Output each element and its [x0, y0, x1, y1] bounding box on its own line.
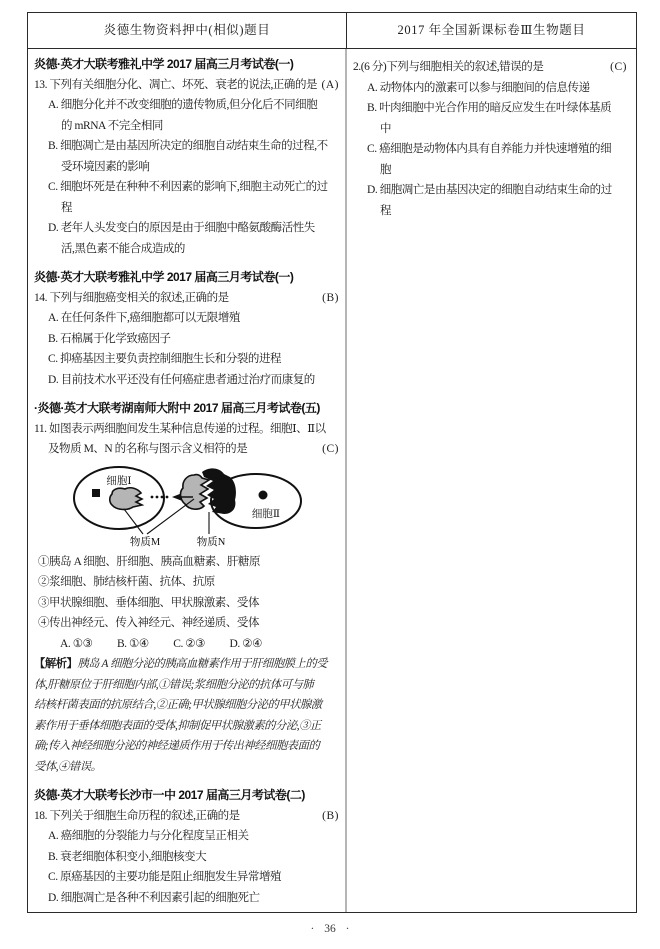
numbered-item-2: ②浆细胞、肺结核杆菌、抗体、抗原 — [38, 576, 215, 588]
table-body — [28, 49, 636, 912]
question-stem — [353, 57, 631, 78]
question-stem-text: 2.(6 分)下列与细胞相关的叙述,错误的是 — [353, 61, 544, 73]
substance-m-label: 物质M — [129, 536, 161, 548]
question-11-block — [34, 398, 343, 777]
question-stem-text: 11. 如图表示两细胞间发生某种信息传递的过程。细胞Ⅰ、Ⅱ以 及物质 M、N 的名称与图示含义相符的是 — [34, 422, 326, 455]
answer-key: (B) — [322, 291, 339, 304]
cell-2-nucleus-dot — [259, 490, 268, 499]
analysis-line — [34, 654, 343, 675]
option-c: C. 原癌基因的主要功能是阻止细胞发生异常增殖 — [48, 871, 282, 883]
choice-b: B. ①④ — [116, 637, 149, 650]
question-2-block — [353, 57, 631, 221]
cell-1-label: 细胞Ⅰ — [106, 475, 132, 487]
option-b: B. 石棉属于化学致癌因子 — [48, 332, 171, 345]
dot — [151, 495, 154, 498]
arrow-head — [172, 493, 181, 500]
question-stem — [34, 419, 343, 460]
option-b: B. 衰老细胞体积变小,细胞核变大 — [48, 850, 207, 863]
option-a: A. 癌细胞的分裂能力与分化程度呈正相关 — [48, 830, 249, 842]
choice-a: A. ①③ — [60, 637, 93, 650]
question-stem-text: 18. 下列关于细胞生命历程的叙述,正确的是 — [34, 809, 240, 822]
question-stem — [34, 288, 343, 309]
numbered-item-1: ①胰岛 A 细胞、肝细胞、胰高血糖素、肝糖原 — [38, 555, 261, 568]
exam-paper-column-header: 2017 年全国新课标卷Ⅲ生物题目 — [397, 23, 586, 38]
option-a: A. 在任何条件下,癌细胞都可以无限增殖 — [48, 312, 240, 324]
answer-key: (C) — [322, 443, 339, 455]
question-18-block — [34, 785, 343, 908]
answer-key: (B) — [322, 809, 339, 822]
option-a: A. 细胞分化并不改变细胞的遗传物质,但分化后不同细胞 的 mRNA 不完全相同 — [48, 99, 318, 132]
substance-m-free-shape — [181, 474, 209, 509]
answer-key: (C) — [610, 61, 627, 73]
cell-2-label: 细胞Ⅱ — [251, 508, 281, 520]
option-b: B. 细胞凋亡是由基因所决定的细胞自动结束生命的过程,不 受环境因素的影响 — [48, 140, 328, 173]
option-d: D. 细胞凋亡是由基因决定的细胞自动结束生命的过 程 — [367, 184, 612, 217]
source-title: 炎德·英才大联考雅礼中学 2017 届高三月考试卷(一) — [34, 270, 294, 284]
analysis-tag: 【解析】 — [34, 658, 78, 670]
analysis-paragraph — [34, 654, 343, 777]
analysis-text-rest: 体,肝糖原位于肝细胞内部,①错误;浆细胞分泌的抗体可与肺 结核杆菌表面的抗原结合,②正确;甲状腺细胞分泌的甲状腺激 素作用于垂体细胞表面的受体,抑制促甲状腺激素的分泌,③正 确;传入神经细胞分泌的神经递质作用于传出神经细胞表面的 受体,④错误。 — [34, 678, 322, 773]
option-d: D. 老年人头发变白的原因是由于细胞中酪氨酸酶活性失 活,黑色素不能合成造成的 — [48, 222, 315, 255]
cell-signaling-figure — [44, 462, 343, 550]
substance-n-receptor-shape — [202, 468, 236, 514]
question-stem-text: 14. 下列与细胞癌变相关的叙述,正确的是 — [34, 291, 229, 304]
source-title: 炎德·英才大联考雅礼中学 2017 届高三月考试卷(一) — [34, 57, 294, 71]
choice-c: C. ②③ — [173, 637, 206, 650]
question-14-block — [34, 267, 343, 390]
answer-key: (A) — [321, 78, 339, 91]
exam-comparison-sheet — [27, 12, 637, 913]
option-c: C. 细胞坏死是在种种不利因素的影响下,细胞主动死亡的过 程 — [48, 181, 328, 214]
dot — [166, 495, 169, 498]
option-d: D. 目前技术水平还没有任何癌症患者通过治疗而康复的 — [48, 373, 315, 386]
choices-row — [60, 634, 262, 655]
dot — [156, 495, 159, 498]
choice-d: D. ②④ — [229, 637, 262, 650]
option-d: D. 细胞凋亡是各种不利因素引起的细胞死亡 — [48, 891, 260, 904]
numbered-item-3: ③甲状腺细胞、垂体细胞、甲状腺激素、受体 — [38, 596, 259, 609]
source-title: 炎德·英才大联考长沙市一中 2017 届高三月考试卷(二) — [34, 788, 305, 802]
question-stem — [34, 75, 343, 96]
question-stem-text: 13. 下列有关细胞分化、凋亡、坏死、衰老的说法,正确的是 — [34, 78, 318, 91]
cell-1-nucleus-dot — [92, 489, 100, 497]
source-title: ·炎德·英才大联考湖南师大附中 2017 届高三月考试卷(五) — [34, 401, 320, 415]
option-b: B. 叶肉细胞中光合作用的暗反应发生在叶绿体基质 中 — [367, 102, 612, 135]
substance-m-inside-shape — [110, 487, 142, 509]
matched-questions-column-header: 炎德生物资料押中(相似)题目 — [28, 13, 347, 48]
matched-questions-column — [28, 49, 347, 912]
table-header-row — [28, 13, 636, 49]
dot — [161, 495, 164, 498]
option-c: C. 癌细胞是动物体内具有自养能力并快速增殖的细 胞 — [367, 143, 612, 176]
option-a: A. 动物体内的激素可以参与细胞间的信息传递 — [367, 81, 590, 94]
numbered-item-4: ④传出神经元、传入神经元、神经递质、受体 — [38, 617, 259, 629]
exam-paper-column — [347, 49, 636, 912]
option-c: C. 抑癌基因主要负责控制细胞生长和分裂的进程 — [48, 353, 282, 365]
substance-n-label: 物质N — [196, 536, 226, 548]
question-13-block — [34, 54, 343, 259]
question-stem — [34, 806, 343, 827]
analysis-text: 胰岛 A 细胞分泌的胰高血糖素作用于肝细胞膜上的受 — [77, 658, 328, 670]
page-number: · 36 · — [310, 923, 350, 935]
